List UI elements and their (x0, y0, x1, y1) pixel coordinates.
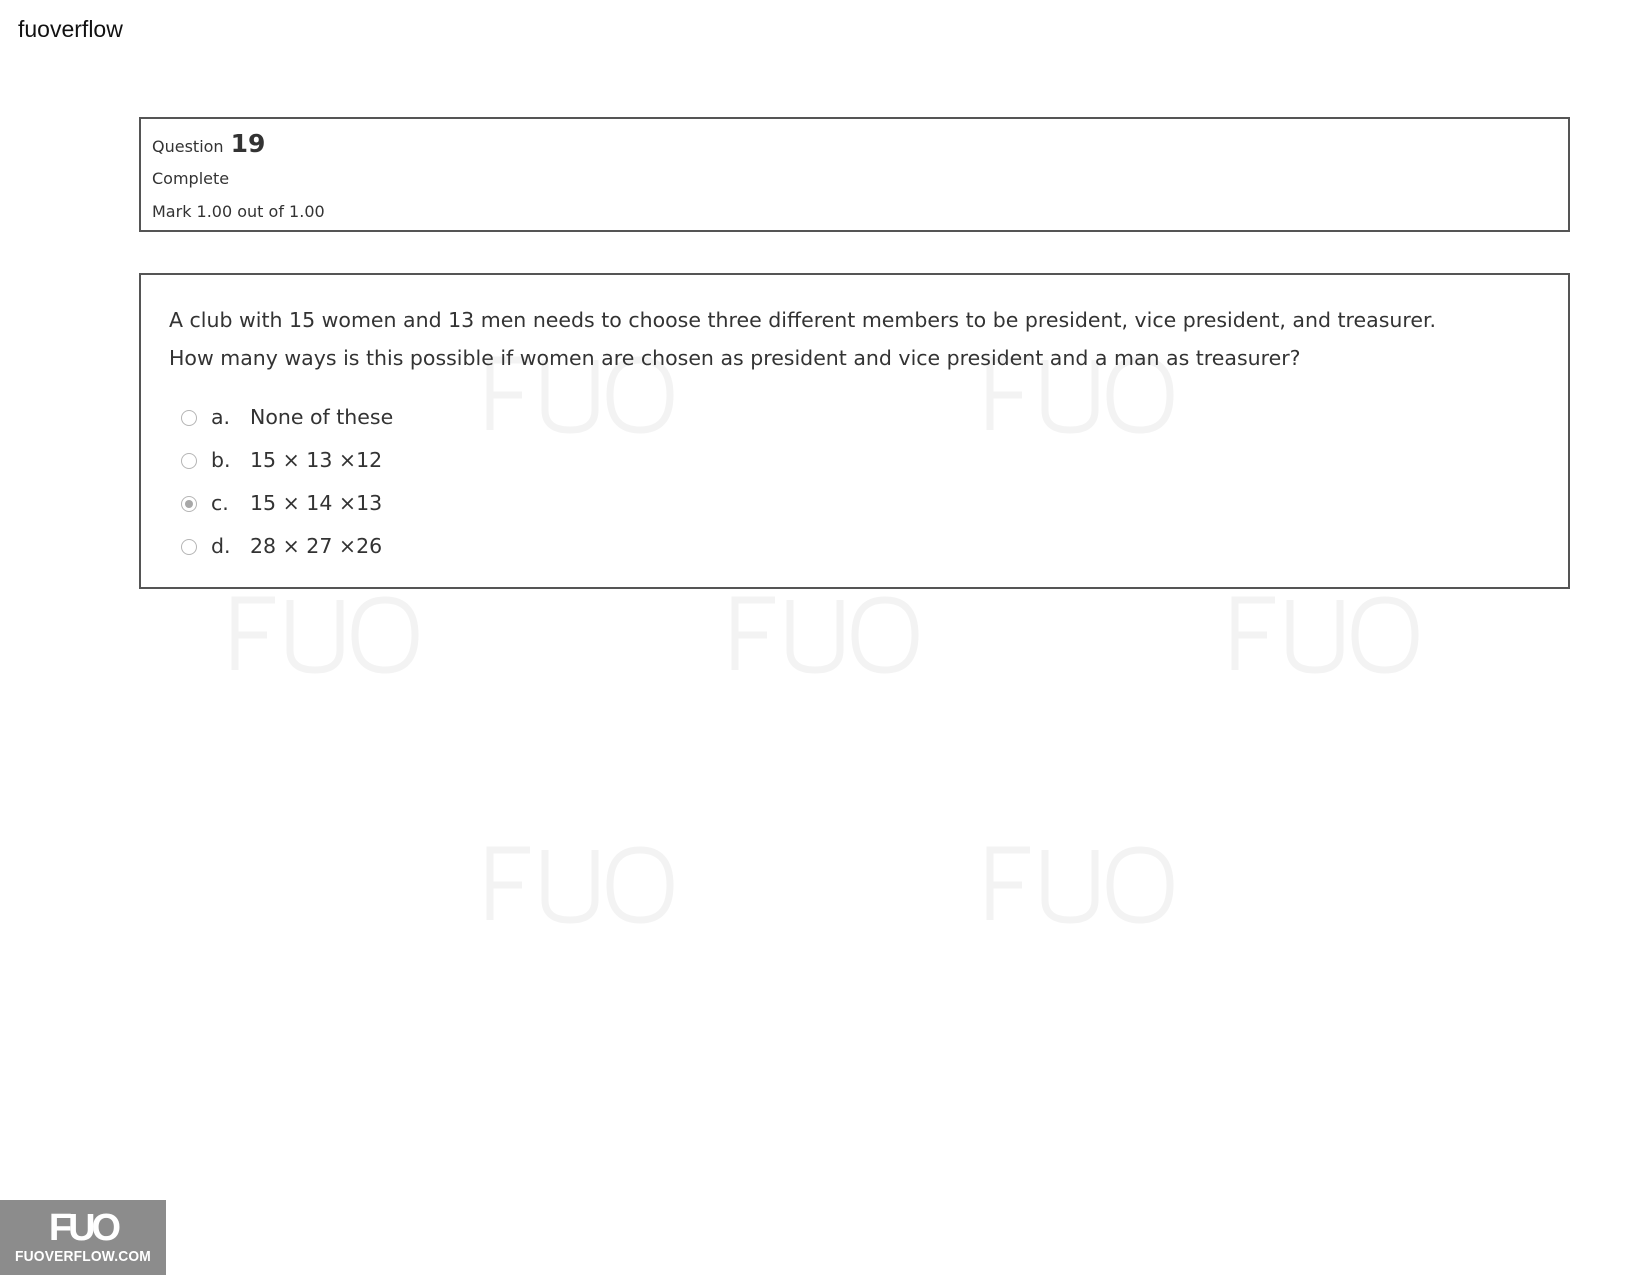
fuo-logo-mark: FUO (48, 1207, 118, 1249)
answer-letter: c. (211, 490, 229, 515)
question-text-line-2: How many ways is this possible if women are chosen as president and vice president and a man as treasurer? (169, 346, 1301, 370)
watermark-logo (490, 850, 670, 920)
watermark-logo (1235, 600, 1415, 670)
fuo-logo-text: FUOVERFLOW.COM (15, 1248, 151, 1265)
question-label: Question (152, 137, 224, 156)
radio-button-d[interactable] (181, 539, 197, 555)
question-content-box (139, 273, 1570, 589)
radio-button-c[interactable] (181, 496, 197, 512)
answer-text: None of these (250, 404, 394, 429)
question-info-box (139, 117, 1570, 232)
answer-letter: d. (211, 533, 231, 558)
question-number: 19 (230, 129, 266, 158)
question-text-line-1: A club with 15 women and 13 men needs to choose three different members to be president, vice president, and treasurer. (169, 308, 1437, 332)
answer-option-d[interactable] (169, 524, 1540, 567)
answer-option-a[interactable] (169, 395, 1540, 438)
question-state: Complete (152, 169, 230, 188)
watermark-logo (735, 600, 915, 670)
answer-text: 15 × 13 ×12 (250, 447, 383, 472)
answer-text: 15 × 14 ×13 (250, 490, 383, 515)
question-grade: Mark 1.00 out of 1.00 (152, 202, 325, 221)
radio-button-b[interactable] (181, 453, 197, 469)
answer-option-c[interactable] (169, 481, 1540, 524)
watermark-logo (990, 850, 1170, 920)
fuoverflow-logo-badge (0, 1200, 166, 1275)
radio-button-a[interactable] (181, 410, 197, 426)
answer-text: 28 × 27 ×26 (250, 533, 383, 558)
answer-list (169, 395, 1540, 567)
site-name: fuoverflow (18, 16, 123, 42)
answer-option-b[interactable] (169, 438, 1540, 481)
answer-letter: a. (211, 404, 231, 429)
watermark-logo (235, 600, 415, 670)
answer-letter: b. (211, 447, 231, 472)
question-number-line (152, 129, 1557, 159)
